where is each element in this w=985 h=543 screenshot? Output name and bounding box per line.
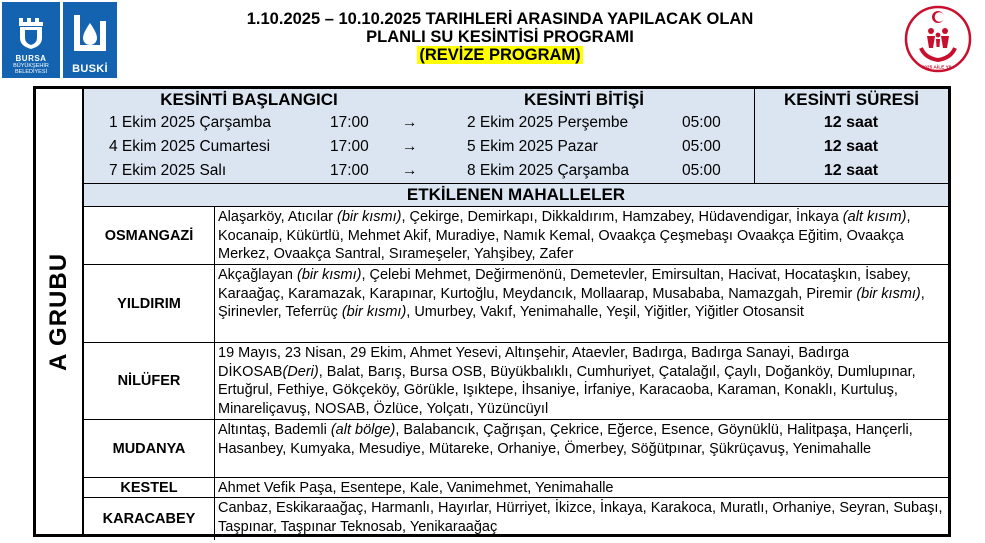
neighborhood-list: , Şirinevler, Teferrüç (218, 285, 925, 320)
neighborhood-list: Akçağlayan (218, 267, 297, 283)
end-date: 5 Ekim 2025 Pazar (467, 138, 598, 155)
page-title (130, 10, 870, 64)
district-name: MUDANYA (84, 420, 215, 477)
title-line-2: PLANLI SU KESİNTİSİ PROGRAMI (366, 28, 634, 46)
district-neighborhoods (218, 479, 944, 498)
end-date: 2 Ekim 2025 Perşembe (467, 114, 629, 131)
start-date: 7 Ekim 2025 Salı (109, 162, 227, 179)
neighborhood-note: (bir kısmı) (337, 209, 402, 225)
affected-neighborhoods-header: ETKİLENEN MAHALLELER (84, 184, 948, 207)
neighborhood-list: , Kocanaip, Kükürtlü, Mehmet Akif, Muradiye, Namık Kemal, Ovaakça Çeşmebaşı Ovaakça Eğitim, Ovaakça Merkez, Ovaakça Santral, Sırameşeler, Yahşibey, Zafer (218, 209, 911, 262)
end-time: 05:00 (682, 138, 721, 155)
title-revision-badge: (REVİZE PROGRAM) (419, 46, 581, 64)
schedule-rows (84, 111, 948, 184)
district-row-yildirim (84, 265, 948, 343)
district-neighborhoods (218, 344, 944, 418)
bursa-logo-sub1: BÜYÜKŞEHİR (13, 63, 49, 69)
family-year-text: 2025 AİLE YILI (921, 65, 955, 71)
schedule-row (84, 159, 948, 183)
buski-logo (63, 2, 117, 78)
neighborhood-note: (bir kısmı) (341, 304, 407, 320)
district-name: OSMANGAZİ (84, 207, 215, 264)
district-neighborhoods (218, 266, 944, 322)
duration: 12 saat (823, 138, 879, 155)
end-date: 8 Ekim 2025 Çarşamba (467, 162, 629, 179)
neighborhood-list: , Balat, Barış, Bursa OSB, Büyükbalıklı, Cumhuriyet, Çatalağıl, Çaylı, Doğanköy, Dumlupınar, Ertuğrul, Fethiye, Gökçeköy, Görükle, Işıktepe, İhsaniye, İrfaniye, Karacaoba, Karaman, Konaklı, Kurtuluş, Minareliçavuş, NOSAB, Özlüce, Yolçatı, Yüzüncüyıl (218, 363, 916, 417)
neighborhood-list: , Umurbey, Vakıf, Yenimahalle, Yeşil, Yiğitler, Yiğitler Otosansit (406, 304, 804, 320)
neighborhood-note: (alt bölge) (330, 422, 396, 438)
neighborhood-list: Alaşarköy, Atıcılar (218, 209, 337, 225)
arrow-icon: → (402, 162, 418, 179)
end-time: 05:00 (682, 114, 721, 131)
title-line-1: 1.10.2025 – 10.10.2025 TARIHLERİ ARASINDA YAPILACAK OLAN (246, 10, 754, 28)
schedule-row (84, 135, 948, 159)
duration: 12 saat (823, 114, 879, 131)
neighborhood-note: (alt kısım) (842, 209, 907, 225)
group-label: A GRUBU (45, 252, 73, 371)
start-date: 1 Ekim 2025 Çarşamba (109, 114, 271, 131)
table-content (84, 89, 948, 534)
district-name: KARACABEY (84, 498, 215, 540)
neighborhood-note: (bir kısmı) (297, 267, 362, 283)
district-neighborhoods (218, 499, 944, 536)
schedule-row (84, 111, 948, 135)
start-header: KESİNTİ BAŞLANGICI (160, 90, 338, 109)
district-name: KESTEL (84, 478, 215, 497)
schedule-header (84, 89, 948, 112)
district-row-osmangazi (84, 207, 948, 265)
bursa-crest-icon (16, 14, 46, 50)
bursa-metropolitan-logo (2, 2, 60, 78)
buski-water-drop-icon (70, 13, 110, 57)
arrow-icon: → (402, 138, 418, 155)
neighborhood-list: Canbaz, Eskikaraağaç, Harmanlı, Hayırlar, Hürriyet, İkizce, İnkaya, Karakoca, Muratlı, Orhaniye, Seyran, Subaşı, Taşpınar, Taşpınar Teknosab, Yenikaraağaç (218, 500, 943, 535)
outage-table (33, 86, 951, 537)
neighborhood-note: (Deri) (282, 363, 319, 380)
district-neighborhoods (218, 421, 944, 458)
neighborhood-list: 19 Mayıs, 23 Nisan, 29 Ekim, Ahmet Yesevi, Altınşehir, Ataevler, Badırga, Badırga Sanayi, Badırga DİKOSAB (218, 345, 850, 380)
district-row-nilufer (84, 343, 948, 420)
duration-header: KESİNTİ SÜRESİ (754, 89, 948, 111)
end-header: KESİNTİ BİTİŞİ (524, 90, 644, 109)
district-row-karacabey (84, 498, 948, 540)
start-time: 17:00 (330, 114, 369, 131)
district-name: YILDIRIM (84, 265, 215, 342)
neighborhood-list: Ahmet Vefik Paşa, Esentepe, Kale, Vanimehmet, Yenimahalle (218, 480, 614, 496)
district-neighborhoods (218, 208, 944, 264)
start-time: 17:00 (330, 162, 369, 179)
neighborhood-list: , Çelebi Mehmet, Değirmenönü, Demetevler, Emirsultan, Hacivat, Hocataşkın, İsabey, Karaağaç, Karamazak, Karapınar, Kurtoğlu, Meydancık, Mollaarap, Musababa, Namazgah, Piremir (218, 267, 911, 302)
district-name: NİLÜFER (84, 343, 215, 419)
bursa-logo-name: BURSA (15, 54, 47, 63)
duration: 12 saat (823, 162, 879, 179)
buski-logo-name: BUSKİ (72, 63, 108, 75)
end-time: 05:00 (682, 162, 721, 179)
family-year-logo (903, 4, 973, 74)
neighborhood-list: Altıntaş, Bademli (218, 422, 331, 438)
bursa-logo-sub2: BELEDİYESİ (14, 69, 48, 75)
arrow-icon: → (402, 114, 418, 131)
neighborhood-list: , Balabancık, Çağrışan, Çekrice, Eğerce, Esence, Göynüklü, Halitpaşa, Hançerli, Hasanbey, Kumyaka, Mesudiye, Mütareke, Orhaniye, Ömerbey, Söğütpınar, Şükrüçavuş, Yenimahalle (218, 422, 913, 457)
group-label-cell (36, 89, 84, 534)
neighborhood-list: , Çekirge, Demirkapı, Dikkaldırım, Hamzabey, Hüdavendigar, İnkaya (401, 209, 843, 225)
start-time: 17:00 (330, 138, 369, 155)
district-row-kestel (84, 478, 948, 498)
neighborhood-note: (bir kısmı) (856, 285, 921, 302)
district-rows (84, 207, 948, 534)
start-date: 4 Ekim 2025 Cumartesi (109, 138, 271, 155)
district-row-mudanya (84, 420, 948, 478)
